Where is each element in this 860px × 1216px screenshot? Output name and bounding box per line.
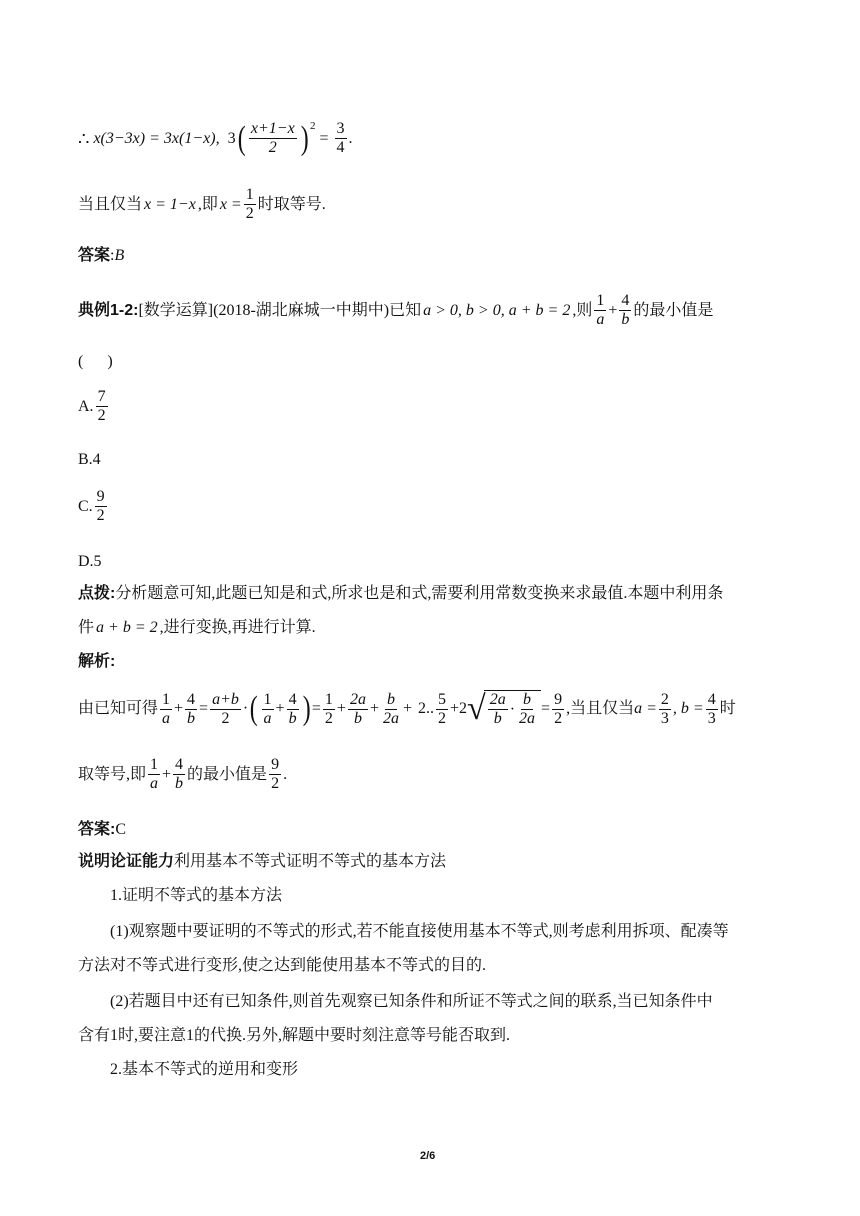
fraction: $\frac{x+1-x}{2}$ bbox=[250, 120, 295, 156]
equality-condition-line: 当且仅当 x = 1−x ,即 x = $\frac{1}{2}$ 时取等号. bbox=[78, 186, 326, 222]
fraction: $\frac{4}{b}$ bbox=[288, 690, 297, 727]
fraction: $\frac{4}{b}$ bbox=[187, 690, 196, 727]
fraction: $\frac{1}{2}$ bbox=[245, 186, 254, 222]
expression: x(3−3x) = 3x(1−x), bbox=[93, 129, 220, 147]
hint-label: 点拨: bbox=[78, 585, 116, 602]
fraction: $\frac{b}{2a}$ bbox=[382, 690, 399, 727]
paragraph-2: (1)观察题中要证明的不等式的形式,若不能直接使用基本不等式,则考虑利用拆项、配凑等 bbox=[110, 923, 729, 940]
fraction: $\frac{2}{3}$ bbox=[660, 690, 669, 727]
answer-label: 答案 bbox=[78, 247, 111, 264]
hint-line-2: 件 a + b = 2 ,进行变换,再进行计算. bbox=[78, 619, 316, 636]
analysis-line-1: 由已知可得 $\frac{1}{a}$ + $\frac{4}{b}$ = $\frac{a+b}{2}$ · ( $\frac{1}{a}$ + $\frac{4}{b}$ ) = $\frac{1}{2}$ + $\frac{2a}{b}$ + $\frac{b}{2a}$ + 2.. $\frac{5}{2}$ +2 √ $\frac{2a}{b}$ · $\frac{b}{2a}$ = $\frac{9}{2}$ ,当且仅当 a = $\frac{2}{3}$ , b = $\frac{4}{3}$ 时 bbox=[78, 690, 736, 727]
option-d: D.5 bbox=[78, 553, 102, 570]
fraction: $\frac{4}{b}$ bbox=[621, 292, 630, 328]
fraction: $\frac{5}{2}$ bbox=[438, 690, 447, 727]
paragraph-4: (2)若题目中还有已知条件,则首先观察已知条件和所证不等式之间的联系,当已知条件中 bbox=[110, 993, 713, 1010]
option-b: B.4 bbox=[78, 451, 101, 468]
section-heading: 说明论证能力利用基本不等式证明不等式的基本方法 bbox=[78, 853, 447, 870]
coefficient: 3 bbox=[227, 129, 236, 147]
paragraph-6: 2.基本不等式的逆用和变形 bbox=[110, 1061, 299, 1078]
fraction: $\frac{1}{2}$ bbox=[324, 690, 333, 727]
fraction: $\frac{4}{b}$ bbox=[175, 756, 184, 792]
fraction: $\frac{3}{4}$ bbox=[336, 120, 345, 156]
fraction: $\frac{1}{a}$ bbox=[263, 690, 272, 727]
derivation-line-1: ∴ x(3−3x) = 3x(1−x), 3 ( $\frac{x+1-x}{2}$ ) 2 = $\frac{3}{4}$ . bbox=[78, 120, 353, 157]
therefore-symbol: ∴ bbox=[78, 128, 90, 149]
option-c: C. $\frac{9}{2}$ bbox=[78, 488, 105, 524]
fraction: $\frac{4}{3}$ bbox=[707, 690, 716, 727]
fraction: $\frac{a+b}{2}$ bbox=[212, 690, 239, 727]
analysis-line-2: 取等号,即 $\frac{1}{a}$ + $\frac{4}{b}$ 的最小值是 $\frac{9}{2}$ . bbox=[78, 756, 288, 792]
example-question: 典例1-2: [数学运算](2018-湖北麻城一中期中)已知 a > 0, b > 0, a + b = 2 ,则 $\frac{1}{a}$ + $\frac{4}{b}$ 的最小值是 bbox=[78, 292, 714, 328]
option-a: A. $\frac{7}{2}$ bbox=[78, 388, 106, 424]
paragraph-5: 含有1时,要注意1的代换.另外,解题中要时刻注意等号能否取到. bbox=[78, 1027, 511, 1044]
answer-label: 答案: bbox=[78, 821, 116, 838]
analysis-label: 解析: bbox=[78, 653, 116, 670]
exponent: 2 bbox=[310, 120, 316, 132]
fraction: $\frac{9}{2}$ bbox=[96, 488, 105, 524]
answer-blank: ( ) bbox=[78, 353, 113, 370]
paragraph-3: 方法对不等式进行变形,使之达到能使用基本不等式的目的. bbox=[78, 957, 487, 974]
section-label: 说明论证能力 bbox=[78, 853, 175, 870]
paragraph-1: 1.证明不等式的基本方法 bbox=[110, 887, 283, 904]
fraction: $\frac{2a}{b}$ bbox=[489, 691, 506, 727]
fraction: $\frac{b}{2a}$ bbox=[519, 691, 536, 727]
fraction: $\frac{1}{a}$ bbox=[596, 292, 605, 328]
square-root: √ $\frac{2a}{b}$ · $\frac{b}{2a}$ bbox=[467, 690, 541, 728]
fraction: $\frac{7}{2}$ bbox=[97, 388, 106, 424]
fraction: $\frac{9}{2}$ bbox=[554, 690, 563, 727]
fraction: $\frac{1}{a}$ bbox=[150, 756, 159, 792]
page-number: 2/6 bbox=[420, 1150, 436, 1162]
answer-2: 答案:C bbox=[78, 821, 127, 838]
hint-line-1: 点拨:分析题意可知,此题已知是和式,所求也是和式,需要利用常数变换来求最值.本题中利用条 bbox=[78, 585, 724, 602]
fraction: $\frac{1}{a}$ bbox=[162, 690, 171, 727]
fraction: $\frac{2a}{b}$ bbox=[349, 690, 366, 727]
example-label: 典例1-2: bbox=[78, 301, 139, 319]
fraction: $\frac{9}{2}$ bbox=[271, 756, 280, 792]
answer-1: 答案:B bbox=[78, 247, 125, 264]
